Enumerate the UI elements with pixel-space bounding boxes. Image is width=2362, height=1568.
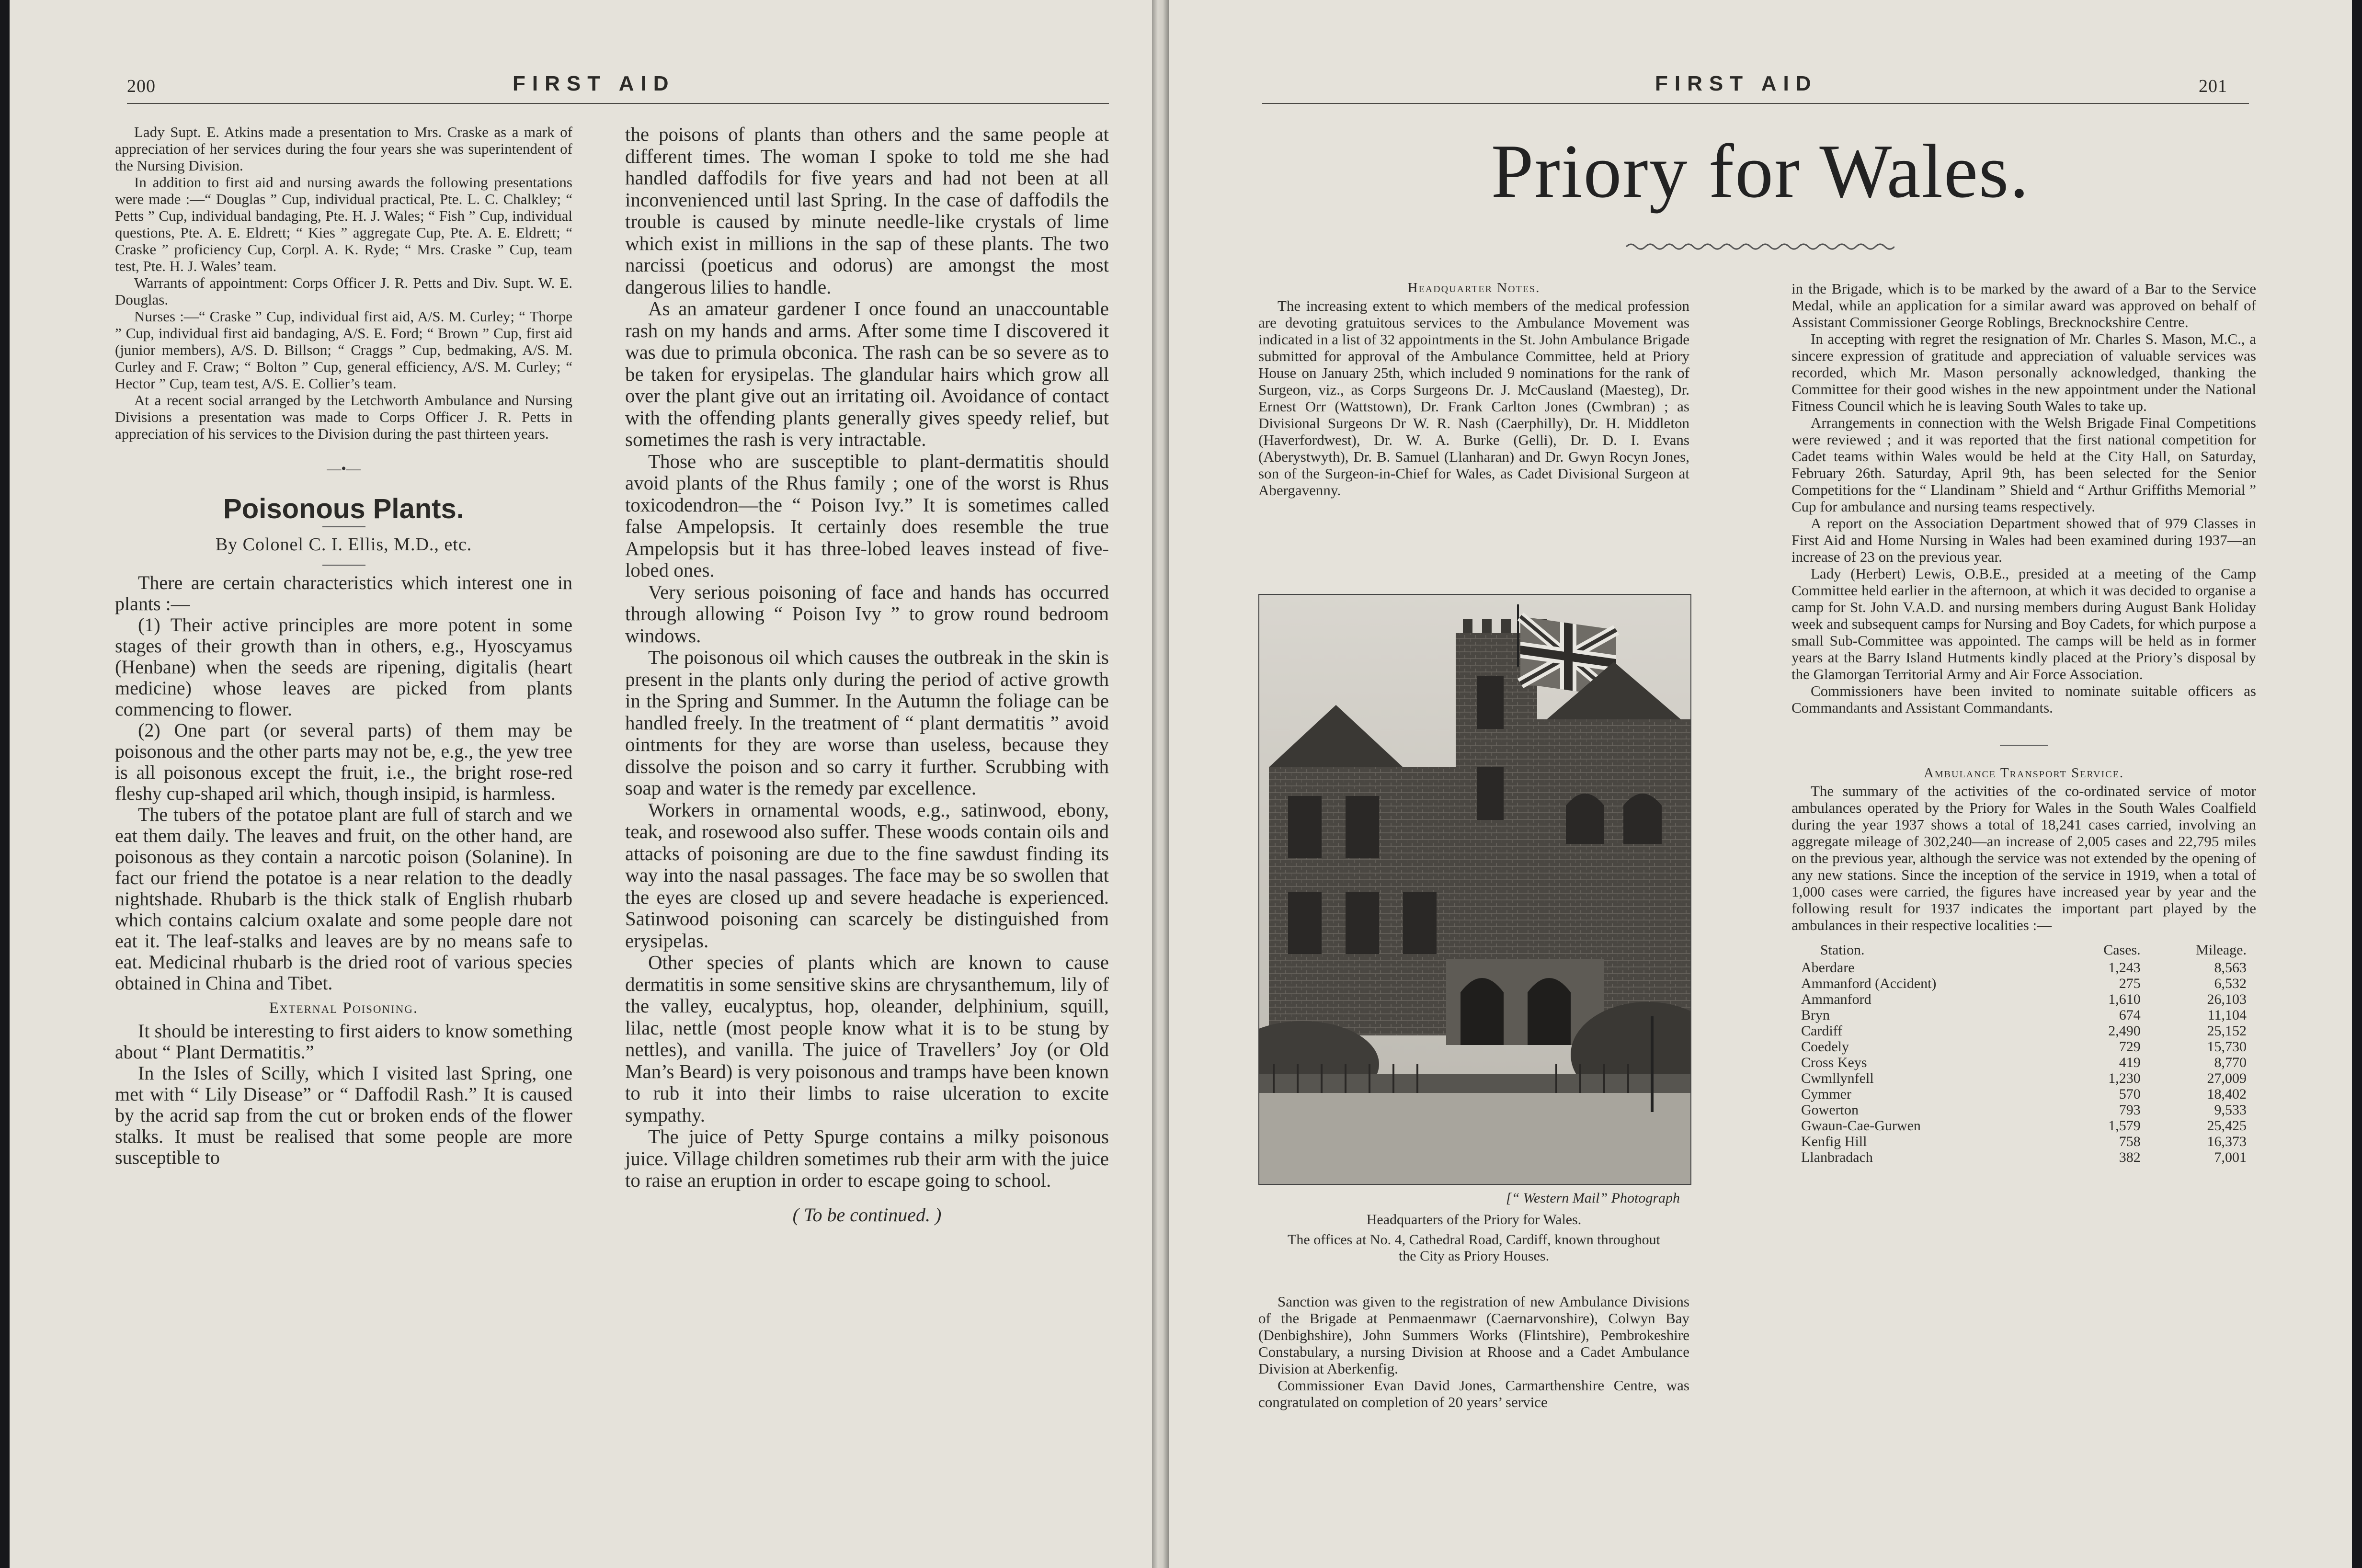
mileage-cell: 8,770 [2214,1055,2247,1070]
table-row [1791,1118,2256,1134]
transport-heading: Ambulance Transport Service. [1923,765,2124,781]
priory-house-illustration [1259,595,1690,1184]
station-name-cell: Ammanford [1801,991,1871,1007]
news-notes [115,124,572,442]
left-column-1 [115,124,572,1168]
cases-cell: 729 [2119,1039,2141,1055]
station-table [1791,942,2256,1165]
table-header-row [1791,942,2256,960]
table-row [1791,1070,2256,1086]
running-title: FIRST AID [513,72,675,95]
table-row [1791,1149,2256,1165]
paragraph: (1) Their active principles are more potent in some stages of their growth than in others, e.g., Hyoscyamus (Henbane) when the seeds are ripening, digitalis (heart medicine) whose leaves are picked from plants commencing to flower. [115,614,572,720]
mileage-cell: 26,103 [2207,991,2247,1007]
running-title: FIRST AID [1655,72,1818,95]
title-rule [322,526,365,527]
station-name-cell: Aberdare [1801,960,1855,976]
table-row [1791,1055,2256,1070]
station-name-cell: Kenfig Hill [1801,1134,1867,1149]
photo-caption-text: The offices at No. 4, Cathedral Road, Cardiff, known throughout the City as Priory Houses. [1288,1232,1660,1264]
paragraph: In accepting with regret the resignation of Mr. Charles S. Mason, M.C., a sincere expression of gratitude and appreciation of valuable services was recorded, which Mr. Mason personally acknowledged, thanking the Committee for their good wishes in the new appointment under the National Fitness Council which he is leaving South Wales to take up. [1791,330,2256,414]
paragraph: The juice of Petty Spurge contains a milky poisonous juice. Village children sometimes rub their arm with the juice to raise an eruption in order to escape going to school. [625,1125,1109,1191]
cases-cell: 419 [2119,1055,2141,1070]
header-rule [1262,103,2249,104]
paragraph: At a recent social arranged by the Letchworth Ambulance and Nursing Divisions a presentation was made to Corps Officer J. R. Petts in appreciation of his services to the Division during the past thirteen years. [115,392,572,442]
station-name-cell: Bryn [1801,1007,1830,1023]
cases-cell: 1,579 [2108,1118,2141,1134]
paragraph: the poisons of plants than others and the same people at different times. The woman I spoke to told me she had handled daffodils for five years and had not been at all inconvenienced until last Spring. In the case of daffodils the trouble is caused by minute needle-like crystals of lime which exist in millions in the sap of these plants. The two narcissi (poeticus and odorus) are amongst the most dangerous lilies to handle. [625,123,1109,298]
mileage-cell: 9,533 [2214,1102,2247,1118]
station-name-cell: Cardiff [1801,1023,1843,1039]
cases-cell: 1,230 [2108,1070,2141,1086]
cases-cell: 1,610 [2108,991,2141,1007]
paragraph: Arrangements in connection with the Welsh Brigade Final Competitions were reviewed ; and it was reported that the first national competition for Cadet teams within Wales would be held at the City Hall, on Saturday, February 26th. Saturday, April 9th, has been selected for the Senior Competitions for the “ Llandinam ” Shield and “ Arthur Griffiths Memorial ” Cup for ambulance and nursing teams respectively. [1791,414,2256,515]
page-number: 201 [2199,76,2227,96]
mileage-cell: 25,425 [2207,1118,2247,1134]
registration-notes [1258,1293,1689,1410]
to-be-continued: ( To be continued. ) [792,1204,942,1226]
cases-cell: 2,490 [2108,1023,2141,1039]
table-row [1791,1134,2256,1149]
mileage-cell: 18,402 [2207,1086,2247,1102]
cases-cell: 570 [2119,1086,2141,1102]
paragraph: In addition to first aid and nursing awards the following presentations were made :—“ Douglas ” Cup, individual practical, Pte. L. C. Chalkley; “ Petts ” Cup, individual bandaging, Pte. H. J. Wales; “ Fish ” Cup, individual questions, Pte. A. E. Eldrett; “ Kies ” aggregate Cup, Pte. A. E. Eldrett; “ Craske ” proficiency Cup, Corpl. A. K. Ryde; “ Mrs. Craske ” Cup, team test, Pte. H. J. Wales’ team. [115,174,572,274]
paragraph: Those who are susceptible to plant-dermatitis should avoid plants of the Rhus family ; one of the worst is Rhus toxicodendron—the “ Poison Ivy.” It is sometimes called false Ampelopsis. It certainly does resemble the true Ampelopsis but it has three-lobed leaves instead of five-lobed ones. [625,450,1109,581]
col-header-cases: Cases. [2103,942,2141,958]
article-byline: By Colonel C. I. Ellis, M.D., etc. [215,534,472,555]
mileage-cell: 25,152 [2207,1023,2247,1039]
cases-cell: 793 [2119,1102,2141,1118]
paragraph: in the Brigade, which is to be marked by the award of a Bar to the Service Medal, while an application for a similar award was approved on behalf of Assistant Commissioner George Roblings, Brecknockshire Centre. [1791,280,2256,330]
table-row [1791,1023,2256,1039]
paragraph: Lady (Herbert) Lewis, O.B.E., presided at a meeting of the Camp Committee held earlier in the afternoon, at which it was decided to organise a camp for St. John V.A.D. and nursing members during August Bank Holiday week and subsequent camps for Nursing and Boy Cadets, for which purpose a small Sub-Committee was appointed. The camps will be held as in former years at the Barry Island Hutments kindly placed at the Priory’s disposal by the Glamorgan Territorial Army and Air Force Association. [1791,565,2256,682]
photo-caption-title: Headquarters of the Priory for Wales. [1366,1212,1582,1227]
mileage-cell: 11,104 [2207,1007,2247,1023]
paragraph: Sanction was given to the registration of new Ambulance Divisions of the Brigade at Penmaenmawr (Caernarvonshire), Colwyn Bay (Denbighshire), John Summers Works (Flintshire), Pembrokeshire Constabulary, a nursing Division at Rhoose and a Cadet Ambulance Division at Aberkenfig. [1258,1293,1689,1377]
paragraph: As an amateur gardener I once found an unaccountable rash on my hands and arms. After some time I discovered it was due to primula obconica. The rash can be so severe as to be taken for erysipelas. The glandular hairs which grow all over the plant give out an irritating oil. Avoidance of contact with the offending plants generally gives speedy relief, but sometimes the rash is very intractable. [625,297,1109,450]
station-name-cell: Cwmllynfell [1801,1070,1874,1086]
cases-cell: 1,243 [2108,960,2141,976]
main-title: Priory for Wales. [1491,128,2030,214]
paragraph: The summary of the activities of the co-ordinated service of motor ambulances operated by the Priory for Wales in the South Wales Coalfield during the year 1937 shows a total of 18,241 cases carried, involving an aggregate mileage of 302,240—an increase of 2,005 cases and 22,795 miles on the previous year, although the service was not extended by the opening of any new stations. Since the inception of the service in 1919, when a total of 1,000 cases were carried, the figures have increased year by year and the following result for 1937 indicates the important part played by the ambulances in their respective localities :— [1791,783,2256,933]
article-title: Poisonous Plants. [223,493,464,524]
mileage-cell: 16,373 [2207,1134,2247,1149]
paragraph: A report on the Association Department showed that of 979 Classes in First Aid and Home Nursing in Wales had been examined during 1937—an increase of 23 on the previous year. [1791,515,2256,565]
paragraph: Very serious poisoning of face and hands has occurred through allowing “ Poison Ivy ” to grow round bedroom windows. [625,580,1109,647]
cases-cell: 275 [2119,976,2141,991]
paragraph: The tubers of the potatoe plant are full of starch and we eat them daily. The leaves and fruit, on the other hand, are poisonous as they contain a narcotic poison (Solanine). In fact our friend the potatoe is a near relation to the deadly nightshade. Rhubarb is the thick stalk of English rhubarb which contains calcium oxalate and some people dare not eat it. The leaf-stalks and leaves are by no means safe to eat. Medicinal rhubarb is the dried root of various species obtained in China and Tibet. [115,804,572,994]
paragraph: (2) One part (or several parts) of them may be poisonous and the other parts may not be, e.g., the yew tree is all poisonous except the fruit, i.e., the bright rose-red fleshy cup-shaped aril which, though insipid, is harmless. [115,719,572,804]
left-column-2 [625,124,1109,1226]
table-row [1791,976,2256,991]
paragraph: The increasing extent to which members of the medical profession are devoting gratuitous services to the Ambulance Movement was indicated in a list of 32 appointments in the St. John Ambulance Brigade submitted for approval of the Ambulance Committee, held at Priory House on January 25th, which included 9 nominations for the rank of Surgeon, viz., as Corps Surgeons Dr. J. McCausland (Maesteg), Dr. Ernest Orr (Wattstown), Dr. Frank Carlton Jones (Cwmbran) ; as Divisional Surgeons Dr W. R. Nash (Caerphilly), Dr. H. Middleton (Haverfordwest), Dr. W. A. Burke (Gelli), Dr. D. I. Evans (Aberystwyth), Dr. B. Samuel (Llanharan) and Dr. Gwyn Rocyn Jones, son of the Surgeon-in-Chief for Wales, as Cadet Divisional Surgeon at Abergavenny. [1258,297,1689,499]
paragraph: Lady Supt. E. Atkins made a presentation to Mrs. Craske as a mark of appreciation of her services during the four years she was superintendent of the Nursing Division. [115,124,572,174]
mileage-cell: 7,001 [2214,1149,2247,1165]
cases-cell: 382 [2119,1149,2141,1165]
table-row [1791,1102,2256,1118]
right-column-2 [1791,280,2256,1165]
cases-cell: 674 [2119,1007,2141,1023]
ornamental-wavy-rule [1626,239,1894,254]
section-rule [2000,745,2048,746]
page-number: 200 [127,76,156,96]
photo-credit: [“ Western Mail” Photograph [1506,1190,1680,1206]
station-name-cell: Cymmer [1801,1086,1851,1102]
table-row [1791,991,2256,1007]
priory-house-photograph [1258,594,1691,1185]
station-table-body [1791,960,2256,1165]
station-name-cell: Gowerton [1801,1102,1859,1118]
paragraph: Warrants of appointment: Corps Officer J. R. Petts and Div. Supt. W. E. Douglas. [115,274,572,308]
col-header-mileage: Mileage. [2196,942,2247,958]
paragraph: Commissioners have been invited to nominate suitable officers as Commandants and Assistant Commandants. [1791,682,2256,716]
station-name-cell: Gwaun-Cae-Gurwen [1801,1118,1921,1134]
station-name-cell: Coedely [1801,1039,1849,1055]
cases-cell: 758 [2119,1134,2141,1149]
table-row [1791,1086,2256,1102]
mileage-cell: 8,563 [2214,960,2247,976]
hq-notes-column [1258,278,1689,499]
paragraph: It should be interesting to first aiders to know something about “ Plant Dermatitis.” [115,1020,572,1063]
paragraph: Nurses :—“ Craske ” Cup, individual first aid, A/S. M. Curley; “ Thorpe ” Cup, individual first aid bandaging, A/S. E. Ford; “ Brown ” Cup, first aid (junior members), A/S. D. Billson; “ Craggs ” Cup, bedmaking, A/S. M. Curley and F. Craw; “ Bolton ” Cup, general efficiency, A/S. M. Curley; “ Hector ” Cup, team test, A/S. E. Collier’s team. [115,308,572,392]
station-name-cell: Llanbradach [1801,1149,1873,1165]
mileage-cell: 6,532 [2214,976,2247,991]
paragraph: In the Isles of Scilly, which I visited last Spring, one met with “ Lily Disease” or “ Daffodil Rash.” It is caused by the acrid sap from the cut or broken ends of the flower stalks. It must be realised that some people are more susceptible to [115,1062,572,1168]
paragraph: Workers in ornamental woods, e.g., satinwood, ebony, teak, and rosewood also suffer. These woods contain oils and attacks of poisoning are due to the fine sawdust finding its way into the nasal passages. The face may be so swollen that the eyes are closed up and severe headache is experienced. Satinwood poisoning can scarcely be distinguished from erysipelas. [625,798,1109,952]
book-gutter [1152,0,1169,1568]
section-divider: —•— [327,461,361,477]
paragraph: Other species of plants which are known to cause dermatitis in some sensitive skins are chrysanthemum, lily of the valley, eucalyptus, hop, oleander, delphinium, squill, lilac, nettle (most people know what it is to be stung by nettles), and vanilla. The juice of Travellers’ Joy (or Old Man’s Beard) is very poisonous and tramps have been known to rub it into their limbs to raise ulceration to excite sympathy. [625,951,1109,1126]
byline-rule [322,565,365,566]
paragraph: The poisonous oil which causes the outbreak in the skin is present in the plants only during the period of active growth in the Spring and Summer. In the Autumn the foliage can be handled freely. In the treatment of “ plant dermatitis ” avoid ointments for they are worse than useless, because they dissolve the poison and so carry it further. Scrubbing with soap and water is the remedy par excellence. [625,646,1109,799]
mileage-cell: 15,730 [2207,1039,2247,1055]
paragraph: There are certain characteristics which interest one in plants :— [115,572,572,614]
hq-notes-heading: Headquarter Notes. [1407,280,1540,295]
col-header-station: Station. [1820,942,1865,958]
paragraph: Commissioner Evan David Jones, Carmarthenshire Centre, was congratulated on completion of 20 years’ service [1258,1377,1689,1410]
table-row [1791,1007,2256,1023]
mileage-cell: 27,009 [2207,1070,2247,1086]
header-rule [127,103,1109,104]
station-name-cell: Ammanford (Accident) [1801,976,1937,991]
table-row [1791,1039,2256,1055]
table-row [1791,960,2256,976]
external-poisoning-heading: External Poisoning. [269,1000,419,1017]
station-name-cell: Cross Keys [1801,1055,1867,1070]
left-page [10,0,1152,1568]
